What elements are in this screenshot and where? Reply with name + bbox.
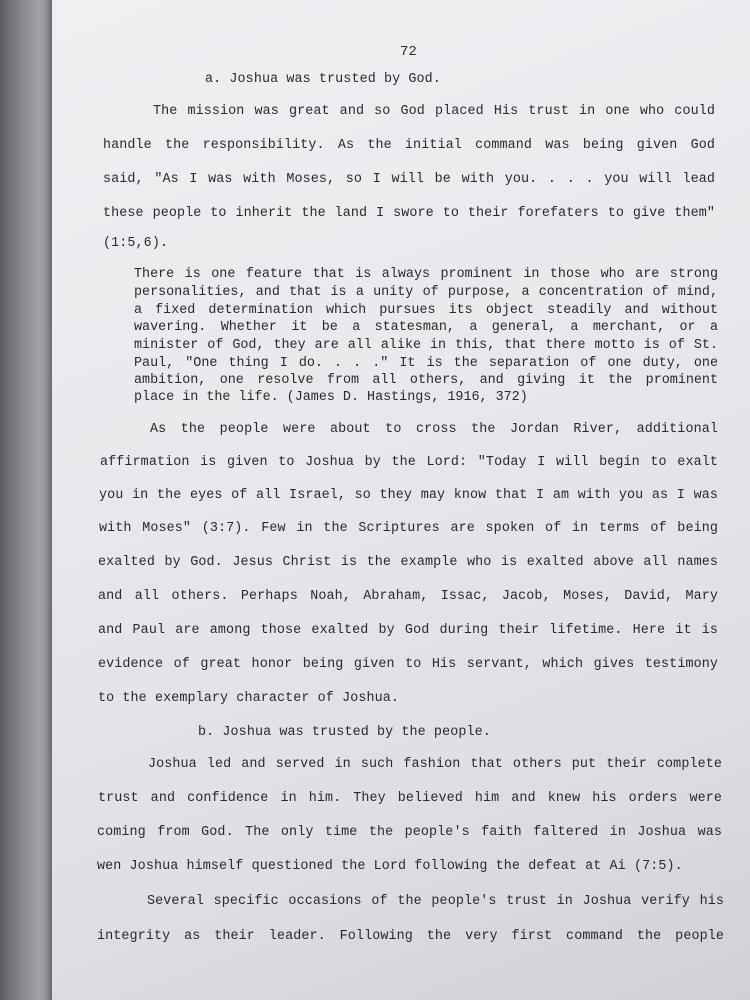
- paragraph-2-line: with Moses" (3:7). Few in the Scriptures are spoken of in terms of being: [99, 521, 718, 536]
- paragraph-4-line: integrity as their leader. Following the very first command the people: [97, 929, 724, 944]
- paragraph-3-line: trust and confidence in him. They believed him and knew his orders were: [98, 791, 722, 806]
- paragraph-2-line: As the people were about to cross the Jordan River, additional: [150, 422, 718, 437]
- paragraph-2-line: and all others. Perhaps Noah, Abraham, Issac, Jacob, Moses, David, Mary: [98, 589, 718, 604]
- paragraph-2-line: evidence of great honor being given to His servant, which gives testimony: [98, 657, 718, 672]
- paragraph-2-line: you in the eyes of all Israel, so they may know that I am with you as I was: [99, 488, 718, 503]
- paragraph-2-line: affirmation is given to Joshua by the Lord: "Today I will begin to exalt: [100, 455, 718, 470]
- block-quote-line: minister of God, they are all alike in this, that there motto is of St.: [134, 338, 718, 353]
- paragraph-2-line: to the exemplary character of Joshua.: [98, 691, 400, 706]
- paragraph-3-line: Joshua led and served in such fashion that others put their complete: [148, 757, 722, 772]
- document-page: [52, 0, 750, 1000]
- paragraph-2-line: and Paul are among those exalted by God during their lifetime. Here it is: [98, 623, 718, 638]
- block-quote-line: personalities, and that is a unity of purpose, a concentration of mind,: [134, 285, 718, 300]
- paragraph-1-line: (1:5,6).: [103, 236, 169, 251]
- block-quote-line: place in the life. (James D. Hastings, 1916, 372): [134, 390, 528, 405]
- paragraph-3-line: wen Joshua himself questioned the Lord following the defeat at Ai (7:5).: [97, 859, 683, 874]
- paragraph-1-line: handle the responsibility. As the initial command was being given God: [103, 138, 715, 153]
- block-quote-line: ambition, one resolve from all others, and giving it the prominent: [134, 373, 718, 388]
- paragraph-1-line: these people to inherit the land I swore to their forefaters to give them": [103, 206, 715, 221]
- page-number: 72: [400, 44, 417, 60]
- block-quote-line: There is one feature that is always prominent in those who are strong: [134, 267, 718, 282]
- paragraph-1-line: The mission was great and so God placed His trust in one who could: [153, 104, 715, 119]
- block-quote-line: a fixed determination which pursues its object steadily and without: [134, 303, 718, 318]
- section-heading-a: a. Joshua was trusted by God.: [205, 72, 441, 87]
- block-quote-line: wavering. Whether it be a statesman, a general, a merchant, or a: [134, 320, 718, 335]
- section-heading-b: b. Joshua was trusted by the people.: [198, 725, 491, 740]
- block-quote-line: Paul, "One thing I do. . . ." It is the separation of one duty, one: [134, 356, 718, 371]
- paragraph-4-line: Several specific occasions of the people's trust in Joshua verify his: [147, 894, 724, 909]
- paragraph-2-line: exalted by God. Jesus Christ is the example who is exalted above all names: [98, 555, 718, 570]
- paragraph-3-line: coming from God. The only time the people's faith faltered in Joshua was: [97, 825, 722, 840]
- paragraph-1-line: said, "As I was with Moses, so I will be with you. . . . you will lead: [103, 172, 715, 187]
